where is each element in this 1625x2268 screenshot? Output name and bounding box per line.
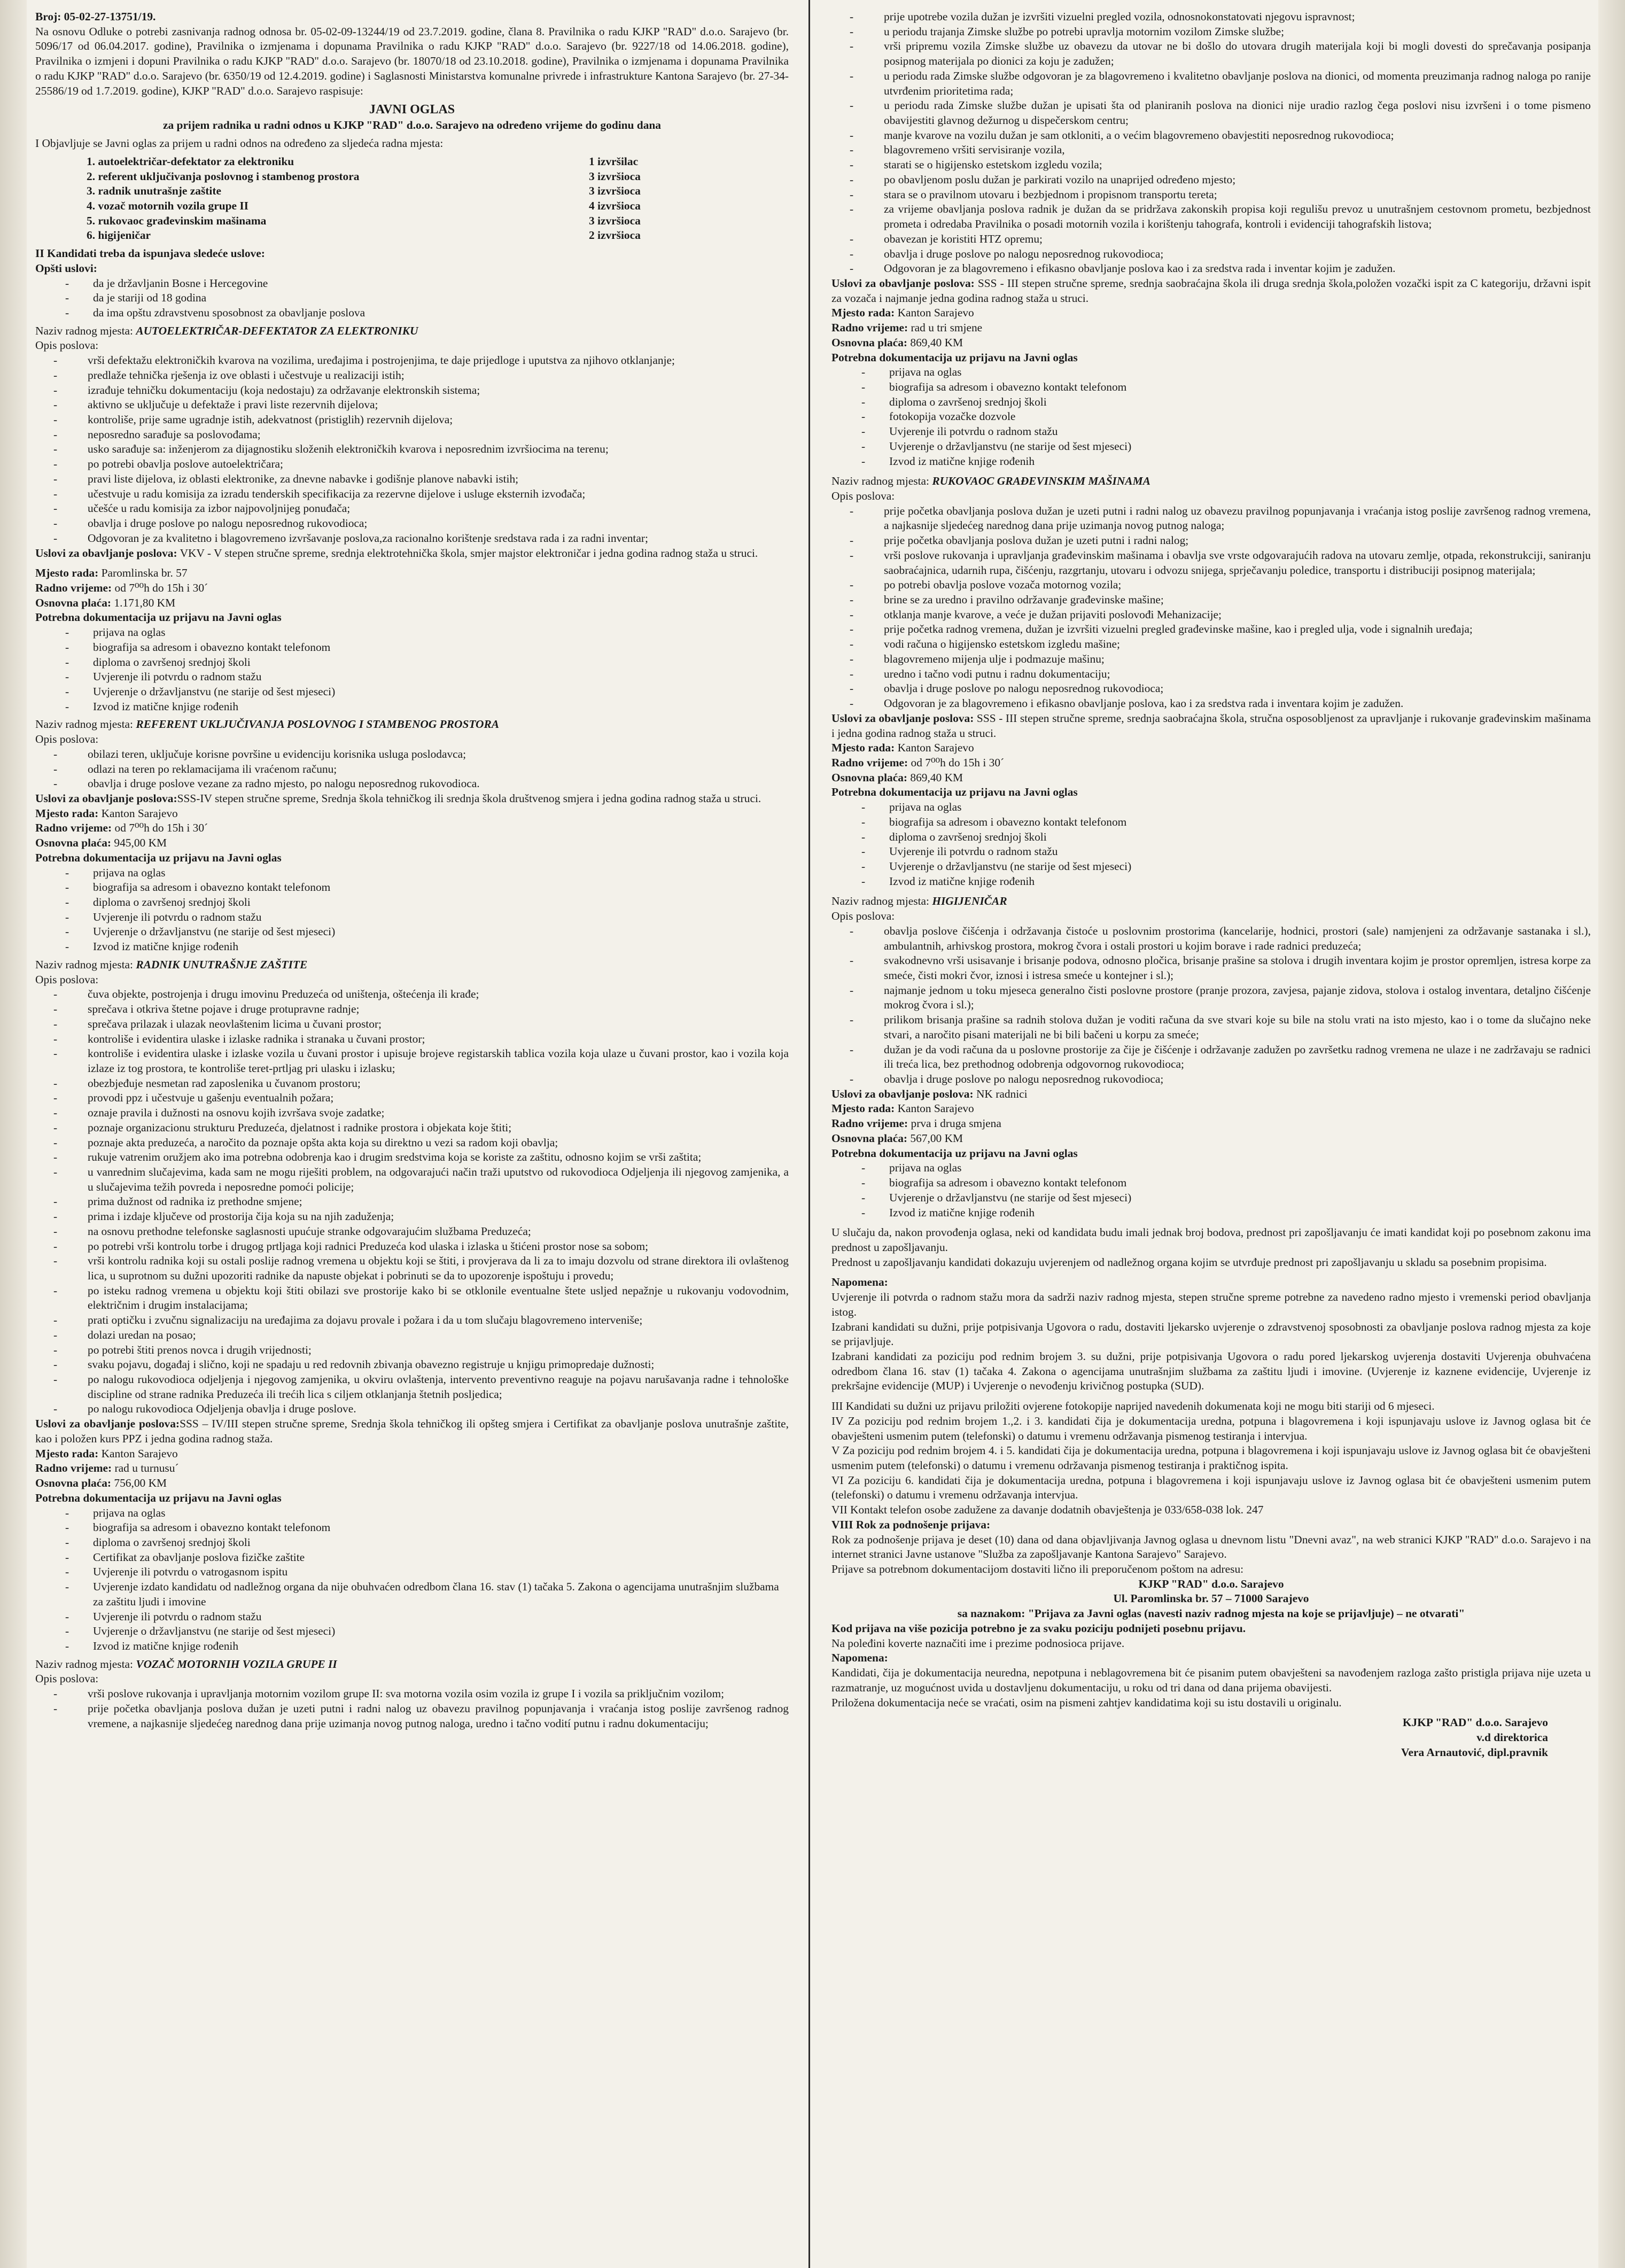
position-row — [87, 214, 641, 229]
positions-table — [87, 154, 641, 243]
list-item: - pravi liste dijelova, iz oblasti elektronike, za dnevne nabavke i godišnje planove nabavki istih; — [53, 472, 789, 487]
list-item: - najmanje jednom u toku mjeseca generalno čisti poslovne prostore (pranje prozora, zavjesa, pajanje zidova, stolova i ostalog inventara, detaljno čišćenje mokrog čvora i sl.); — [850, 983, 1591, 1013]
position-row — [87, 154, 641, 169]
list-item: - kontroliše i evidentira ulaske i izlaske vozila u čuvani prostor i upisuje brojeve registarskih tablica vozila koja ulaze u čuvani prostor, kao i vozila koja izlaze iz tog prostora, te kontroliše teret-prtljag pri ulasku i izlasku; — [53, 1046, 789, 1076]
list-item: - neposredno sarađuje sa poslovođama; — [53, 428, 789, 442]
job2-docs — [35, 866, 789, 954]
job6-conditions: Uslovi za obavljanje poslova: NK radnici — [831, 1087, 1028, 1100]
list-item: - Uvjerenje o državljanstvu (ne starije od šest mjeseci) — [65, 1624, 789, 1639]
signature-company: KJKP "RAD" d.o.o. Sarajevo — [1402, 1716, 1548, 1729]
job6-salary: Osnovna plaća: 567,00 KM — [831, 1131, 963, 1145]
job5-heading: Naziv radnog mjesta: RUKOVAOC GRAĐEVINSKIM MAŠINAMA — [831, 475, 1150, 488]
list-item: - po nalogu rukovodioca Odjeljenja obavlja i druge poslove. — [53, 1402, 789, 1417]
note-2: Izabrani kandidati su dužni, prije potpisivanja Ugovora o radu, dostaviti ljekarsko uvjerenje o zdravstvenoj sposobnosti za obavljanje poslova radnog mjesta za koje se prijavljuje. — [831, 1320, 1591, 1348]
list-item: - prima i izdaje ključeve od prostorija čija koja su na njih zaduženja; — [53, 1209, 789, 1224]
list-item: - prije početka obavljanja poslova dužan je uzeti putni i radni nalog; — [850, 533, 1591, 548]
address-line-1: KJKP "RAD" d.o.o. Sarajevo — [1138, 1577, 1284, 1590]
job3-duties-label: Opis poslova: — [35, 973, 99, 986]
list-item: - diploma o završenoj srednjoj školi — [65, 655, 789, 670]
intro-paragraph: Na osnovu Odluke o potrebi zasnivanja radnog odnosa br. 05-02-09-13244/19 od 23.7.2019. godine, člana 8. Pravilnika o radu KJKP "RAD" d.o.o. Sarajevo (br. 5096/17 od 06.04.2017. godine), Pravilnika o izmjenama i dopunama Pravilnika o radu KJKP "RAD" d.o.o. Sarajevo (br. 9227/18 od 14.06.2018. godine), Pravilnika o izmjeni i dopuni Pravilnika o radu KJKP "RAD" d.o.o. Sarajevo (br. 18070/18 od 23.10.2018. godine), Pravilnika o izmjenama i dopunama Pravilnika o radu KJKP "RAD" d.o.o. Sarajevo (br. 6350/19 od 12.4.2019. godine) i Saglasnosti Ministarstva komunalne privrede i infrastrukture Kantona Sarajevo (br. 27-34-25586/19 od 1.7.2019. godine), KJKP "RAD" d.o.o. Sarajevo raspisuje: — [35, 25, 789, 97]
list-item: - uredno i tačno vodi putnu i radnu dokumentaciju; — [850, 667, 1591, 682]
list-item: - čuva objekte, postrojenja i drugu imovinu Preduzeća od uništenja, oštećenja ili krađe; — [53, 987, 789, 1002]
signature-name: Vera Arnautović, dipl.pravnik — [1401, 1745, 1548, 1759]
section-ii-heading: II Kandidati treba da ispunjava sledeće uslove: — [35, 247, 265, 260]
job2-conditions: Uslovi za obavljanje poslova:SSS-IV stepen stručne spreme, Srednja škola tehničkog ili srednja škola društvenog smjera i jedna godina radnog staža u struci. — [35, 792, 761, 805]
job4-conditions: Uslovi za obavljanje poslova: SSS - III stepen stručne spreme, srednja saobraćajna škola ili druga srednja škola,položen vozački ispit za C kategoriju, državni ispit za vozača i najmanje jedna godina radnog staža u struci. — [831, 276, 1591, 305]
job2-heading: Naziv radnog mjesta: REFERENT UKLJUČIVANJA POSLOVNOG I STAMBENOG PROSTORA — [35, 718, 500, 731]
position-name: 5. rukovaoc građevinskim mašinama — [87, 214, 267, 227]
list-item: - Uvjerenje ili potvrdu o radnom stažu — [861, 424, 1591, 439]
position-name: 3. radnik unutrašnje zaštite — [87, 184, 221, 198]
position-count: 3 izvršioca — [589, 184, 641, 198]
list-item: - prije početka obavljanja poslova dužan je uzeti putni i radni nalog uz obavezu pravilnog popunjavanja i vraćanja istog poslije završenog radnog vremene, a najkasnije sljedećeg narednog dana prije uzimanja novog putnog naloga, uredno i tačno vodití putnu i radnu dokumentaciju; — [53, 1702, 789, 1731]
list-item: - Uvjerenje o državljanstvu (ne starije od šest mjeseci) — [861, 1191, 1591, 1206]
list-item: - brine se za uredno i pravilno održavanje građevinske mašine; — [850, 593, 1591, 608]
list-item: - Izvod iz matične knjige rođenih — [861, 874, 1591, 889]
job1-time: Radno vrijeme: od 7⁰⁰h do 15h i 30´ — [35, 581, 208, 594]
section-vii: VII Kontakt telefon osobe zadužene za davanje dodatnih obavještenja je 033/658-038 lok. 247 — [831, 1503, 1264, 1517]
list-item: - u periodu trajanja Zimske službe po potrebi upravlja motornim vozilom Zimske službe; — [850, 25, 1591, 40]
job2-duties — [35, 747, 789, 791]
note-2-heading: Napomena: — [831, 1651, 888, 1665]
job1-salary: Osnovna plaća: 1.171,80 KM — [35, 596, 176, 609]
list-item: - prije upotrebe vozila dužan je izvršiti vizuelni pregled vozila, odnosnokonstatovati njegovu ispravnost; — [850, 10, 1591, 25]
list-item: - Uvjerenje ili potvrdu o radnom stažu — [861, 844, 1591, 859]
job4-salary: Osnovna plaća: 869,40 KM — [831, 336, 963, 349]
job1-conditions: Uslovi za obavljanje poslova: VKV - V stepen stručne spreme, srednja elektrotehnička škola, smjer majstor elektroničar i jedna godina radnog staža u struci. — [35, 546, 758, 560]
list-item: - u periodu rada Zimske službe dužan je upisati šta od planiranih poslova na dionici nije uradio razlog čega poslovi nisu izvršeni i o tome pismeno obavijestiti glavnog dežurnog u dispečerskom centru; — [850, 98, 1591, 128]
list-item: - Odgovoran je za kvalitetno i blagovremeno izvršavanje poslova,za racionalno korištenje sredstava rada i za radni inventar; — [53, 531, 789, 546]
list-item: - za vrijeme obavljanja poslova radnik je dužan da se pridržava zakonskih propisa koji regulišu prevoz u unutrašnjem cestovnom prometu, bezbjednost prometa i odredaba Pravilnika o posadi motornih vozila i korištenju tahografa, kontroli i evidenciji tahografskih listova; — [850, 202, 1591, 231]
job3-docs-label: Potrebna dokumentacija uz prijavu na Javni oglas — [35, 1491, 282, 1504]
list-item: - prilikom brisanja prašine sa radnih stolova dužan je voditi računa da sve stvari koje su bile na stolu vrati na isto mjesto, kao i o tome da slučajno neke stvari, a naročito pisani materijali ne bi bili bačeni u korpu za smeće; — [850, 1013, 1591, 1042]
job1-docs — [35, 625, 789, 714]
section-iv: IV Za poziciju pod rednim brojem 1.,2. i 3. kandidati čija je dokumentacija uredna, potpuna i blagovremena i koji ispunjavaju uslove iz Javnog oglasa bit će obavješteni usmenim putem (telefonski) o datumu i vremenu održavanja pismenog testiranja i intervjua. — [831, 1414, 1591, 1442]
job6-heading: Naziv radnog mjesta: HIGIJENIČAR — [831, 895, 1007, 908]
page-edge-right — [1598, 0, 1625, 2268]
job1-duties-label: Opis poslova: — [35, 339, 99, 352]
list-item: - vrši defektažu elektroničkih kvarova na vozilima, uređajima i postrojenjima, te daje prijedloge i uputstva za njihovo otklanjanje; — [53, 353, 789, 368]
job4-place: Mjesto rada: Kanton Sarajevo — [831, 306, 974, 320]
ad-title: JAVNI OGLAS — [369, 103, 455, 117]
list-item: - Izvod iz matične knjige rođenih — [65, 700, 789, 714]
list-item: - dolazi uredan na posao; — [53, 1328, 789, 1343]
section-i: I Objavljuje se Javni oglas za prijem u radni odnos na određeno za sljedeća radna mjesta: — [35, 137, 444, 150]
list-item: - da je stariji od 18 godina — [65, 291, 789, 306]
list-item: - u vanrednim slučajevima, kada sam ne mogu riješiti problem, na odgovarajući način traži uputstvo od rukovodioca Odjeljenja ili njegovog zamjenika, a u slučajevima težih povreda i neposredne pomoći policije; — [53, 1165, 789, 1194]
job3-time: Radno vrijeme: rad u turnusu´ — [35, 1462, 179, 1475]
list-item: - Uvjerenje ili potvrdu o radnom stažu — [65, 1610, 789, 1625]
job6-docs-label: Potrebna dokumentacija uz prijavu na Javni oglas — [831, 1146, 1078, 1160]
general-conditions-list — [35, 276, 789, 321]
right-column — [823, 0, 1598, 2268]
section-vi: VI Za poziciju 6. kandidati čija je dokumentacija uredna, potpuna i blagovremena i koji ispunjavaju uslove iz Javnog oglasa bit će obavješteni usmenim putem (telefonski) o datumu i vremenu održavanja intervjua. — [831, 1473, 1591, 1502]
position-row — [87, 228, 641, 243]
job5-duties — [831, 504, 1591, 711]
list-item: - obavlja i druge poslove po nalogu neposrednog rukovodioca; — [850, 1072, 1591, 1087]
list-item: - biografija sa adresom i obavezno kontakt telefonom — [65, 1520, 789, 1535]
multiple-applications: Kod prijava na više pozicija potrebno je za svaku poziciju podnijeti posebnu prijavu. — [831, 1621, 1246, 1635]
job1-docs-label: Potrebna dokumentacija uz prijavu na Javni oglas — [35, 611, 282, 624]
list-item: - prijava na oglas — [65, 1506, 789, 1521]
list-item: - diploma o završenoj srednjoj školi — [65, 1535, 789, 1550]
list-item: - obavlja poslove čišćenja i održavanja čistoće u poslovnim prostorima (kancelarije, hodnici, prostori (sale) namjenjeni za održavanje sastanaka i sl.), ambulantnih, arhivskog prostora, mokrog čvora i ostali prostori u kojim borave i rade radnici preduzeća; — [850, 924, 1591, 953]
signature-title: v.d direktorica — [1476, 1730, 1548, 1744]
job5-salary: Osnovna plaća: 869,40 KM — [831, 771, 963, 784]
list-item: - po nalogu rukovodioca odjeljenja i njegovog zamjenika, u okviru ovlaštenja, intervento preventivno reaguje na pojavu narušavanja radne i tehnološke discipline od strane radnika Preduzeća ili trećih lica s ciljem otklanjanja štetnih posljedica; — [53, 1372, 789, 1402]
list-item: - Uvjerenje o državljanstvu (ne starije od šest mjeseci) — [861, 439, 1591, 454]
list-item: - sprečava prilazak i ulazak neovlaštenim licima u čuvani prostor; — [53, 1017, 789, 1032]
list-item: - rukuje vatrenim oružjem ako ima potrebna odobrenja kao i drugim sredstvima koja se koriste za zaštitu, odnosno kojim se vrši zaštita; — [53, 1150, 789, 1165]
position-count: 1 izvršilac — [589, 154, 639, 168]
list-item: - diploma o završenoj srednjoj školi — [65, 895, 789, 910]
list-item: - obavlja i druge poslove po nalogu neposrednog rukovodioca; — [850, 681, 1591, 696]
list-item: - po potrebi štiti prenos novca i drugih vrijednosti; — [53, 1343, 789, 1358]
document-number: Broj: 05-02-27-13751/19. — [35, 10, 156, 23]
list-item: - prijava na oglas — [65, 866, 789, 881]
job2-time: Radno vrijeme: od 7⁰⁰h do 15h i 30´ — [35, 821, 208, 835]
job4-duties-part2 — [831, 10, 1591, 276]
list-item: - predlaže tehnička rješenja iz ove oblasti i učestvuje u realizaciji istih; — [53, 368, 789, 383]
position-count: 3 izvršioca — [589, 169, 641, 183]
list-item: - prati optičku i zvučnu signalizaciju na uređajima za dojavu provale i požara i da u tom slučaju blagovremeno interveniše; — [53, 1313, 789, 1328]
list-item: - prije početka radnog vremena, dužan je izvršiti vizuelni pregled građevinske mašine, kao i pregled ulja, vode i signalnih uređaja; — [850, 622, 1591, 637]
list-item: - Uvjerenje ili potvrdu o radnom stažu — [65, 910, 789, 925]
address-line-3: sa naznakom: "Prijava za Javni oglas (navesti naziv radnog mjesta na koje se prijavljuje) – ne otvarati" — [957, 1607, 1465, 1620]
list-item: - da je državljanin Bosne i Hercegovine — [65, 276, 789, 291]
list-item: - prijava na oglas — [65, 625, 789, 640]
list-item: - poznaje akta preduzeća, a naročito da poznaje opšta akta koja su direktno u vezi sa radom koji obavlja; — [53, 1136, 789, 1151]
envelope-note: Na poleđini koverte naznačiti ime i prezime podnosioca prijave. — [831, 1636, 1125, 1650]
note-4: Kandidati, čija je dokumentacija neuredna, nepotpuna i neblagovremena bit će pisanim putem obavješteni sa navođenjem razloga zašto pristigla prijava nije uzeta u razmatranje, uz mogućnost uvida u dostavljenu dokumentaciju, u roku od tri dana od dana prijema obavijesti. — [831, 1666, 1591, 1694]
job4-duties-part1 — [35, 1687, 789, 1731]
position-count: 4 izvršioca — [589, 199, 641, 212]
position-row — [87, 199, 641, 214]
delivery-text: Prijave sa potrebnom dokumentacijom dostaviti lično ili preporučenom poštom na adresu: — [831, 1563, 1244, 1576]
list-item: - obavlja i druge poslove po nalogu neposrednog rukovodioca; — [850, 247, 1591, 262]
position-name: 1. autoelektričar-defektator za elektroniku — [87, 154, 294, 168]
list-item: - poznaje organizacionu strukturu Preduzeća, djelatnost i radnike prostora i objekata koje štiti; — [53, 1121, 789, 1136]
list-item: - Uvjerenje o državljanstvu (ne starije od šest mjeseci) — [861, 859, 1591, 874]
list-item: - na osnovu prethodne telefonske saglasnosti upućuje stranke odgovarajućim službama Preduzeća; — [53, 1224, 789, 1239]
job6-place: Mjesto rada: Kanton Sarajevo — [831, 1102, 974, 1115]
job3-conditions: Uslovi za obavljanje poslova:SSS – IV/III stepen stručne spreme, Srednja škola tehničkog ili opšteg smjera i Certifikat za obavljanje poslova unutrašnje zaštite, kao i položen kurs PPZ i jedna godina radnog staža. — [35, 1417, 789, 1445]
list-item: - Uvjerenje o državljanstvu (ne starije od šest mjeseci) — [65, 685, 789, 700]
list-item: - dužan je da vodi računa da u poslovne prostorije za čije je čišćenje i održavanje zadužen po završetku radnog vremena ne ulaze i ne zadržavaju se radnici ili treća lica, bez prethodnog odobrenja odgovornog rukovodioca; — [850, 1043, 1591, 1072]
section-viii: VIII Rok za podnošenje prijava: — [831, 1518, 991, 1531]
list-item: - odlazi na teren po reklamacijama ili vraćenom računu; — [53, 762, 789, 777]
job1-place: Mjesto rada: Paromlinska br. 57 — [35, 566, 188, 580]
job6-duties — [831, 924, 1591, 1087]
note-3: Izabrani kandidati za poziciju pod rednim brojem 3. su dužni, prije potpisivanja Ugovora o radu pored ljekarskog uvjerenja dostaviti Uvjerenja obuhvaćena odredbom člana 16. stav (1) tačaka 4. Zakona o agencijama unutrašnjim službama za zaštitu ljudi i imovine. (Uvjerenje iz kaznene evidencije, Uvjerenje iz prekršajne evidencije (MUP) i Uvjerenje o nevođenju krivičnog postupka (SUD). — [831, 1349, 1591, 1393]
job5-time: Radno vrijeme: od 7⁰⁰h do 15h i 30´ — [831, 756, 1005, 769]
list-item: - aktivno se uključuje u defektaže i pravi liste rezervnih dijelova; — [53, 398, 789, 413]
list-item: - obilazi teren, uključuje korisne površine u evidenciju korisnika usluga poslodavca; — [53, 747, 789, 762]
list-item: - diploma o završenoj srednjoj školi — [861, 395, 1591, 410]
list-item: - Uvjerenje o državljanstvu (ne starije od šest mjeseci) — [65, 925, 789, 939]
list-item: - prijava na oglas — [861, 365, 1591, 380]
list-item: - otklanja manje kvarove, a veće je dužan prijaviti poslovođi Mehanizacije; — [850, 608, 1591, 623]
list-item: - manje kvarove na vozilu dužan je sam otkloniti, a o većim blagovremeno obavjestiti neposrednog rukovodioca; — [850, 128, 1591, 143]
job1-duties — [35, 353, 789, 546]
list-item: - usko sarađuje sa: inženjerom za dijagnostiku složenih elektroničkih kvarova i neposrednim izvršiocima na terenu; — [53, 442, 789, 457]
list-item: - vrši kontrolu radnika koji su ostali poslije radnog vremena u objektu koji se štiti, i provjerava da li za to imaju dozvolu od strane direktora ili ovlaštenog lica, u suprotnom su dužni upozoriti radnike da napuste objekat i pobrinuti se da to upozorenje ispoštuju i provedu; — [53, 1254, 789, 1283]
job5-conditions: Uslovi za obavljanje poslova: SSS - III stepen stručne spreme, srednja saobraćajna škola, stručna osposobljenost za upravljanje i rukovanje građevinskim mašinama i jedna godina radnog staža u struci. — [831, 711, 1591, 740]
list-item: - oznaje pravila i dužnosti na osnovu kojih izvršava svoje zadatke; — [53, 1106, 789, 1121]
job2-duties-label: Opis poslova: — [35, 733, 99, 746]
job5-docs — [831, 800, 1591, 889]
job3-heading: Naziv radnog mjesta: RADNIK UNUTRAŠNJE ZAŠTITE — [35, 958, 308, 971]
list-item: - u periodu rada Zimske službe odgovoran je za blagovremeno i kvalitetno obavljanje poslova na dionici, od momenta preuzimanja radnog naloga po ranije utvrđenim prioritetima rada; — [850, 69, 1591, 98]
list-item: - prijava na oglas — [861, 1161, 1591, 1176]
list-item: - biografija sa adresom i obavezno kontakt telefonom — [861, 380, 1591, 395]
list-item: - vrši pripremu vozila Zimske službe uz obavezu da utovar ne bi došlo do utovara drugih materijala koji bi mogli dovesti do sprečavanja posipanja posipnog materijala po dionici za koju je zadužen; — [850, 39, 1591, 68]
list-item: - Izvod iz matične knjige rođenih — [861, 1206, 1591, 1221]
page-edge-left — [0, 0, 27, 2268]
note-5: Priložena dokumentacija neće se vraćati, osim na pismeni zahtjev kandidatima koji su istu dostavili u originalu. — [831, 1696, 1342, 1709]
list-item: - biografija sa adresom i obavezno kontakt telefonom — [861, 815, 1591, 830]
list-item: - Uvjerenje ili potvrdu o vatrogasnom ispitu — [65, 1565, 789, 1580]
list-item: - starati se o higijensko estetskom izgledu vozila; — [850, 158, 1591, 173]
job3-duties — [35, 987, 789, 1417]
list-item: - svakodnevno vrši usisavanje i brisanje podova, odnosno pločica, brisanje prašine sa stolova i drugih inventara kojim je prostor opremljen, istresa korpe za smeće, čisti mokri čvor, iznosi i istresa smeće u kontejner i sl.); — [850, 953, 1591, 983]
job6-time: Radno vrijeme: prva i druga smjena — [831, 1117, 1001, 1130]
list-item: - biografija sa adresom i obavezno kontakt telefonom — [65, 640, 789, 655]
list-item: - Odgovoran je za blagovremeno i efikasno obavljanje poslova, kao i za sredstva rada i inventara kojim je zadužen. — [850, 696, 1591, 711]
section-iii: III Kandidati su dužni uz prijavu priložiti ovjerene fotokopije naprijed navedenih dokumenata koji ne mogu biti stariji od 6 mjeseci. — [831, 1400, 1435, 1413]
position-name: 6. higijeničar — [87, 229, 151, 242]
job2-salary: Osnovna plaća: 945,00 KM — [35, 836, 167, 850]
job2-docs-label: Potrebna dokumentacija uz prijavu na Javni oglas — [35, 851, 282, 864]
job6-docs — [831, 1161, 1591, 1220]
list-item: - kontroliše, prije same ugradnje istih, adekvatnost (pristiglih) rezervnih dijelova; — [53, 413, 789, 428]
position-row — [87, 169, 641, 184]
general-conditions-heading: Opšti uslovi: — [35, 261, 97, 275]
list-item: - prima dužnost od radnika iz prethodne smjene; — [53, 1194, 789, 1209]
list-item: - Uvjerenje ili potvrdu o radnom stažu — [65, 670, 789, 685]
list-item: - obavezan je koristiti HTZ opremu; — [850, 232, 1591, 247]
list-item: - stara se o pravilnom utovaru i bezbjednom i propisnom transportu tereta; — [850, 188, 1591, 203]
list-item: - izrađuje tehničku dokumentaciju (koja nedostaju) za održavanje elektronskih sistema; — [53, 383, 789, 398]
list-item: - Odgovoran je za blagovremeno i efikasno obavljanje poslova kao i za sredstva rada i inventar kojim je zadužen. — [850, 261, 1591, 276]
list-item: - sprečava i otkriva štetne pojave i druge protupravne radnje; — [53, 1002, 789, 1017]
position-count: 3 izvršioca — [589, 214, 641, 227]
list-item: - diploma o završenoj srednjoj školi — [861, 830, 1591, 845]
column-divider — [808, 0, 810, 2268]
list-item: - po obavljenom poslu dužan je parkirati vozilo na unaprijed određeno mjesto; — [850, 173, 1591, 188]
job4-docs-label: Potrebna dokumentacija uz prijavu na Javni oglas — [831, 351, 1078, 364]
job6-duties-label: Opis poslova: — [831, 910, 895, 923]
note-1: Uvjerenje ili potvrda o radnom stažu mora da sadrži naziv radnog mjesta, stepen stručne spreme potrebne za navedeno radno mjesto i vremenski period obavljanja istog. — [831, 1291, 1591, 1318]
job1-heading: Naziv radnog mjesta: AUTOELEKTRIČAR-DEFEKTATOR ZA ELEKTRONIKU — [35, 324, 418, 337]
list-item: - biografija sa adresom i obavezno kontakt telefonom — [65, 880, 789, 895]
list-item: - Certifikat za obavljanje poslova fizičke zaštite — [65, 1550, 789, 1565]
list-item: - fotokopija vozačke dozvole — [861, 409, 1591, 424]
closing-paragraph-1: U slučaju da, nakon provođenja oglasa, neki od kandidata budu imali jednak broj bodova, prednost pri zapošljavanju će imati kandidat koji po posebnom zakonu ima prednost u zapošljavanju. — [831, 1226, 1591, 1254]
job4-duties-label: Opis poslova: — [35, 1672, 99, 1686]
position-count: 2 izvršioca — [589, 229, 641, 242]
list-item: - biografija sa adresom i obavezno kontakt telefonom — [861, 1176, 1591, 1191]
job4-docs — [831, 365, 1591, 469]
list-item: - kontroliše i evidentira ulaske i izlaske radnika i stranaka u čuvani prostor; — [53, 1032, 789, 1047]
list-item: - provodi ppz i učestvuje u gašenju eventualnih požara; — [53, 1091, 789, 1106]
list-item: - Izvod iz matične knjige rođenih — [65, 1639, 789, 1654]
address-line-2: Ul. Paromlinska br. 57 – 71000 Sarajevo — [1113, 1592, 1309, 1605]
list-item: - vodi računa o higijensko estetskom izgledu mašine; — [850, 637, 1591, 652]
deadline-text: Rok za podnošenje prijava je deset (10) dana od dana objavljivanja Javnog oglasa u dnevnom listu "Dnevni avaz", na web stranici KJKP "RAD" d.o.o. Sarajevo i na internet stranici Javne ustanove "Služba za zapošljavanje Kantona Sarajevo" Sarajevo. — [831, 1533, 1591, 1561]
job5-place: Mjesto rada: Kanton Sarajevo — [831, 741, 974, 755]
job3-salary: Osnovna plaća: 756,00 KM — [35, 1477, 167, 1490]
note-heading: Napomena: — [831, 1276, 888, 1289]
left-column — [27, 0, 796, 2268]
list-item: - obavlja i druge poslove vezane za radno mjesto, po nalogu neposrednog rukovodioca. — [53, 776, 789, 791]
list-item: - učestvuje u radu komisija za izradu tenderskih specifikacija za rezervne dijelove i usluge eksternih izvođača; — [53, 487, 789, 502]
list-item: - prije početka obavljanja poslova dužan je uzeti putni i radni nalog uz obavezu pravilnog popunjavanja i vraćanja istog poslije završenog radnog vremena, a najkasnije sljedećeg narednog dana prije uzimanja novog putnog naloga; — [850, 504, 1591, 533]
list-item: - po potrebi vrši kontrolu torbe i drugog prtljaga koji radnici Preduzeća kod ulaska i izlaska u štićeni prostor nose sa sobom; — [53, 1239, 789, 1254]
job3-docs — [35, 1506, 789, 1654]
position-name: 2. referent uključivanja poslovnog i stambenog prostora — [87, 169, 360, 183]
list-item: - vrši poslove rukovanja i upravljanja motornim vozilom grupe II: sva motorna vozila osim vozila iz grupe I i vozila sa priključnim vozilom; — [53, 1687, 789, 1702]
job2-place: Mjesto rada: Kanton Sarajevo — [35, 806, 178, 820]
job4-time: Radno vrijeme: rad u tri smjene — [831, 321, 983, 335]
section-v: V Za poziciju pod rednim brojem 4. i 5. kandidati čija je dokumentacija uredna, potpuna i blagovremena i koji ispunjavaju uslove iz Javnog oglasa bit će obavješteni usmenim putem (telefonski) o datumu i vremenu održavanja pismenog testiranja i praktičnog ispita. — [831, 1444, 1591, 1472]
ad-subtitle: za prijem radnika u radni odnos u KJKP "RAD" d.o.o. Sarajevo na određeno vrijeme do godinu dana — [163, 119, 661, 132]
list-item: - Izvod iz matične knjige rođenih — [65, 939, 789, 954]
list-item: - po potrebi obavlja poslove autoelektričara; — [53, 457, 789, 472]
list-item: - svaku pojavu, događaj i slično, koji ne spadaju u red redovnih zbivanja obavezno registruje u knjigu primopredaje dužnosti; — [53, 1357, 789, 1372]
list-item: - po potrebi obavlja poslove vozača motornog vozila; — [850, 578, 1591, 593]
list-item: - Uvjerenje izdato kandidatu od nadležnog organa da nije obuhvaćen odredbom člana 16. stav (1) tačaka 5. Zakona o agencijama unutrašnjim službama za zaštitu ljudi i imovine — [65, 1580, 789, 1609]
job5-docs-label: Potrebna dokumentacija uz prijavu na Javni oglas — [831, 786, 1078, 799]
list-item: - učešće u radu komisija za izbor najpovoljnijeg ponuđača; — [53, 501, 789, 516]
list-item: - vrši poslove rukovanja i upravljanja građevinskim mašinama i obavlja sve vrste odgovarajućih radova na utovaru zemlje, otpada, rekonstrukciji, saniranju saobraćajnica, udarnih rupa, čišćenju, razgrtanju, utovaru i odvozu snijega, sprječavanju poledice, transportu i distribuciji posipnog materijala; — [850, 548, 1591, 578]
list-item: - obezbjeđuje nesmetan rad zaposlenika u čuvanom prostoru; — [53, 1076, 789, 1091]
job3-place: Mjesto rada: Kanton Sarajevo — [35, 1447, 178, 1460]
list-item: - prijava na oglas — [861, 800, 1591, 815]
list-item: - da ima opštu zdravstvenu sposobnost za obavljanje poslova — [65, 306, 789, 321]
position-name: 4. vozač motornih vozila grupe II — [87, 199, 249, 212]
list-item: - blagovremeno mijenja ulje i podmazuje mašinu; — [850, 652, 1591, 667]
list-item: - po isteku radnog vremena u objektu koji štiti obilazi sve prostorije kako bi se otklonile eventualne štete usljed nepažnje u rukovanju vodovodnim, električnim i drugim instalacijama; — [53, 1284, 789, 1313]
list-item: - obavlja i druge poslove po nalogu neposrednog rukovodioca; — [53, 516, 789, 531]
list-item: - Izvod iz matične knjige rođenih — [861, 454, 1591, 469]
job4-heading: Naziv radnog mjesta: VOZAČ MOTORNIH VOZILA GRUPE II — [35, 1657, 337, 1671]
job5-duties-label: Opis poslova: — [831, 490, 895, 502]
closing-paragraph-2: Prednost u zapošljavanju kandidati dokazuju uvjerenjem od nadležnog organa kojim se utvrđuje prednost pri zapošljavanju u skladu sa posebnim propisima. — [831, 1255, 1547, 1269]
position-row — [87, 184, 641, 199]
list-item: - blagovremeno vršiti servisiranje vozila, — [850, 143, 1591, 158]
